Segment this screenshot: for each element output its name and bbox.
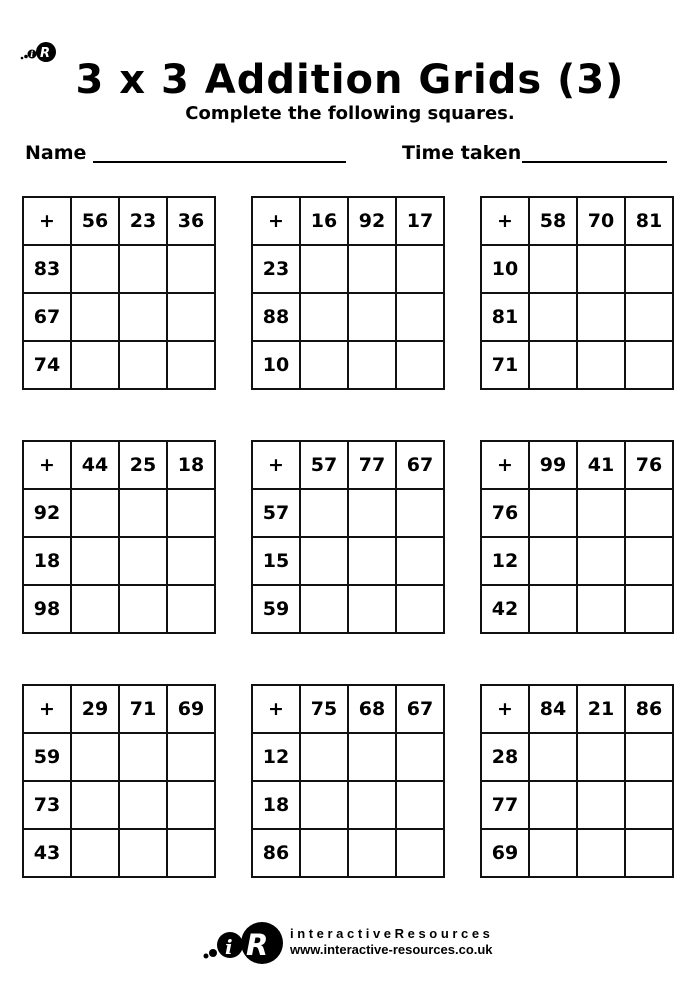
answer-cell[interactable]	[348, 537, 396, 585]
column-header-cell: 71	[119, 685, 167, 733]
ir-logo-icon	[200, 918, 285, 968]
answer-cell[interactable]	[577, 585, 625, 633]
answer-cell[interactable]	[119, 245, 167, 293]
answer-cell[interactable]	[167, 585, 215, 633]
addition-grid	[251, 196, 445, 390]
row-header-cell: 86	[252, 829, 300, 877]
operator-cell: +	[481, 685, 529, 733]
footer	[200, 918, 500, 968]
svg-text:R: R	[40, 46, 51, 61]
answer-cell[interactable]	[119, 585, 167, 633]
row-header-cell: 57	[252, 489, 300, 537]
column-header-cell: 18	[167, 441, 215, 489]
column-header-cell: 56	[71, 197, 119, 245]
row-header-cell: 10	[481, 245, 529, 293]
answer-cell[interactable]	[300, 585, 348, 633]
brand-name: interactiveResources	[290, 926, 494, 941]
answer-cell[interactable]	[167, 293, 215, 341]
grid-row	[252, 341, 444, 389]
grid-row	[252, 537, 444, 585]
answer-cell[interactable]	[167, 733, 215, 781]
answer-cell[interactable]	[71, 489, 119, 537]
grid-row	[481, 781, 673, 829]
answer-cell[interactable]	[119, 537, 167, 585]
row-header-cell: 28	[481, 733, 529, 781]
answer-cell[interactable]	[300, 829, 348, 877]
answer-cell[interactable]	[167, 537, 215, 585]
answer-cell[interactable]	[119, 489, 167, 537]
answer-cell[interactable]	[300, 733, 348, 781]
answer-cell[interactable]	[625, 293, 673, 341]
addition-grid	[22, 440, 216, 634]
answer-cell[interactable]	[300, 489, 348, 537]
answer-cell[interactable]	[625, 489, 673, 537]
grid-header-row	[23, 441, 215, 489]
row-header-cell: 69	[481, 829, 529, 877]
column-header-cell: 17	[396, 197, 444, 245]
row-header-cell: 18	[23, 537, 71, 585]
answer-cell[interactable]	[529, 733, 577, 781]
column-header-cell: 77	[348, 441, 396, 489]
row-header-cell: 88	[252, 293, 300, 341]
row-header-cell: 81	[481, 293, 529, 341]
answer-cell[interactable]	[577, 341, 625, 389]
svg-text:i: i	[30, 49, 34, 59]
answer-cell[interactable]	[577, 537, 625, 585]
answer-cell[interactable]	[167, 341, 215, 389]
answer-cell[interactable]	[71, 733, 119, 781]
answer-cell[interactable]	[71, 781, 119, 829]
answer-cell[interactable]	[396, 341, 444, 389]
grid-row	[23, 829, 215, 877]
grid-header-row	[23, 685, 215, 733]
answer-cell[interactable]	[577, 829, 625, 877]
column-header-cell: 84	[529, 685, 577, 733]
addition-grid	[22, 196, 216, 390]
answer-cell[interactable]	[396, 781, 444, 829]
answer-cell[interactable]	[300, 537, 348, 585]
answer-cell[interactable]	[119, 829, 167, 877]
grid-row	[481, 245, 673, 293]
addition-grid	[22, 684, 216, 878]
name-label: Name	[25, 142, 87, 164]
page-title: 3 x 3 Addition Grids (3)	[75, 57, 625, 103]
column-header-cell: 21	[577, 685, 625, 733]
row-header-cell: 98	[23, 585, 71, 633]
answer-cell[interactable]	[529, 537, 577, 585]
answer-cell[interactable]	[119, 781, 167, 829]
grid-row	[252, 829, 444, 877]
column-header-cell: 92	[348, 197, 396, 245]
answer-cell[interactable]	[167, 489, 215, 537]
answer-cell[interactable]	[529, 341, 577, 389]
grid-row	[252, 781, 444, 829]
svg-text:R: R	[246, 928, 269, 962]
answer-cell[interactable]	[167, 781, 215, 829]
grid-row	[23, 537, 215, 585]
grid-row	[481, 537, 673, 585]
grid-row	[252, 489, 444, 537]
row-header-cell: 23	[252, 245, 300, 293]
row-header-cell: 12	[252, 733, 300, 781]
grid-row	[252, 585, 444, 633]
grid-row	[23, 245, 215, 293]
answer-cell[interactable]	[119, 341, 167, 389]
column-header-cell: 68	[348, 685, 396, 733]
answer-cell[interactable]	[348, 293, 396, 341]
answer-cell[interactable]	[577, 293, 625, 341]
grid-row	[481, 733, 673, 781]
addition-grid	[480, 440, 674, 634]
grid-row	[23, 293, 215, 341]
instructions: Complete the following squares.	[185, 103, 515, 124]
answer-cell[interactable]	[396, 585, 444, 633]
grid-row	[252, 245, 444, 293]
column-header-cell: 75	[300, 685, 348, 733]
row-header-cell: 12	[481, 537, 529, 585]
time-taken-label: Time taken	[402, 142, 522, 164]
operator-cell: +	[23, 441, 71, 489]
answer-cell[interactable]	[529, 781, 577, 829]
column-header-cell: 41	[577, 441, 625, 489]
row-header-cell: 59	[23, 733, 71, 781]
answer-cell[interactable]	[577, 489, 625, 537]
row-header-cell: 77	[481, 781, 529, 829]
column-header-cell: 58	[529, 197, 577, 245]
answer-cell[interactable]	[348, 781, 396, 829]
grid-row	[23, 341, 215, 389]
operator-cell: +	[23, 685, 71, 733]
column-header-cell: 76	[625, 441, 673, 489]
time-taken-field[interactable]	[522, 161, 667, 163]
answer-cell[interactable]	[71, 245, 119, 293]
addition-grid	[251, 440, 445, 634]
name-field[interactable]	[93, 161, 346, 163]
answer-cell[interactable]	[300, 245, 348, 293]
grid-header-row	[252, 685, 444, 733]
column-header-cell: 36	[167, 197, 215, 245]
answer-cell[interactable]	[396, 733, 444, 781]
answer-cell[interactable]	[396, 245, 444, 293]
grid-header-row	[252, 441, 444, 489]
row-header-cell: 59	[252, 585, 300, 633]
row-header-cell: 74	[23, 341, 71, 389]
answer-cell[interactable]	[396, 537, 444, 585]
answer-cell[interactable]	[396, 829, 444, 877]
row-header-cell: 42	[481, 585, 529, 633]
operator-cell: +	[481, 441, 529, 489]
operator-cell: +	[252, 685, 300, 733]
answer-cell[interactable]	[167, 829, 215, 877]
grid-row	[481, 585, 673, 633]
grid-header-row	[481, 441, 673, 489]
answer-cell[interactable]	[577, 245, 625, 293]
answer-cell[interactable]	[71, 537, 119, 585]
answer-cell[interactable]	[348, 829, 396, 877]
row-header-cell: 92	[23, 489, 71, 537]
operator-cell: +	[481, 197, 529, 245]
grid-row	[481, 341, 673, 389]
answer-cell[interactable]	[529, 293, 577, 341]
operator-cell: +	[23, 197, 71, 245]
grid-row	[481, 829, 673, 877]
grid-row	[23, 781, 215, 829]
answer-cell[interactable]	[396, 293, 444, 341]
answer-cell[interactable]	[529, 585, 577, 633]
answer-cell[interactable]	[348, 245, 396, 293]
grid-row	[23, 489, 215, 537]
column-header-cell: 67	[396, 441, 444, 489]
answer-cell[interactable]	[300, 293, 348, 341]
column-header-cell: 99	[529, 441, 577, 489]
addition-grid	[480, 684, 674, 878]
answer-cell[interactable]	[71, 341, 119, 389]
grid-header-row	[481, 685, 673, 733]
answer-cell[interactable]	[348, 341, 396, 389]
answer-cell[interactable]	[300, 341, 348, 389]
answer-cell[interactable]	[348, 489, 396, 537]
answer-cell[interactable]	[577, 733, 625, 781]
row-header-cell: 76	[481, 489, 529, 537]
answer-cell[interactable]	[71, 829, 119, 877]
grid-header-row	[481, 197, 673, 245]
answer-cell[interactable]	[529, 829, 577, 877]
column-header-cell: 86	[625, 685, 673, 733]
answer-cell[interactable]	[625, 781, 673, 829]
column-header-cell: 67	[396, 685, 444, 733]
column-header-cell: 81	[625, 197, 673, 245]
grid-row	[23, 733, 215, 781]
column-header-cell: 29	[71, 685, 119, 733]
answer-cell[interactable]	[119, 733, 167, 781]
answer-cell[interactable]	[625, 245, 673, 293]
answer-cell[interactable]	[529, 489, 577, 537]
row-header-cell: 43	[23, 829, 71, 877]
column-header-cell: 44	[71, 441, 119, 489]
answer-cell[interactable]	[71, 585, 119, 633]
website-link[interactable]: www.interactive-resources.co.uk	[290, 942, 493, 957]
addition-grid	[480, 196, 674, 390]
grid-row	[252, 293, 444, 341]
column-header-cell: 16	[300, 197, 348, 245]
row-header-cell: 73	[23, 781, 71, 829]
svg-text:i: i	[225, 935, 233, 959]
grid-row	[481, 489, 673, 537]
answer-cell[interactable]	[625, 829, 673, 877]
row-header-cell: 71	[481, 341, 529, 389]
operator-cell: +	[252, 197, 300, 245]
grid-header-row	[23, 197, 215, 245]
grid-row	[23, 585, 215, 633]
answer-cell[interactable]	[577, 781, 625, 829]
row-header-cell: 10	[252, 341, 300, 389]
answer-cell[interactable]	[625, 341, 673, 389]
answer-cell[interactable]	[300, 781, 348, 829]
answer-cell[interactable]	[348, 585, 396, 633]
row-header-cell: 15	[252, 537, 300, 585]
grid-row	[252, 733, 444, 781]
operator-cell: +	[252, 441, 300, 489]
answer-cell[interactable]	[348, 733, 396, 781]
answer-cell[interactable]	[167, 245, 215, 293]
column-header-cell: 23	[119, 197, 167, 245]
column-header-cell: 69	[167, 685, 215, 733]
row-header-cell: 83	[23, 245, 71, 293]
column-header-cell: 25	[119, 441, 167, 489]
answer-cell[interactable]	[625, 733, 673, 781]
answer-cell[interactable]	[625, 585, 673, 633]
addition-grid	[251, 684, 445, 878]
answer-cell[interactable]	[71, 293, 119, 341]
answer-cell[interactable]	[625, 537, 673, 585]
answer-cell[interactable]	[529, 245, 577, 293]
row-header-cell: 67	[23, 293, 71, 341]
column-header-cell: 57	[300, 441, 348, 489]
answer-cell[interactable]	[119, 293, 167, 341]
answer-cell[interactable]	[396, 489, 444, 537]
grid-row	[481, 293, 673, 341]
row-header-cell: 18	[252, 781, 300, 829]
column-header-cell: 70	[577, 197, 625, 245]
grid-header-row	[252, 197, 444, 245]
